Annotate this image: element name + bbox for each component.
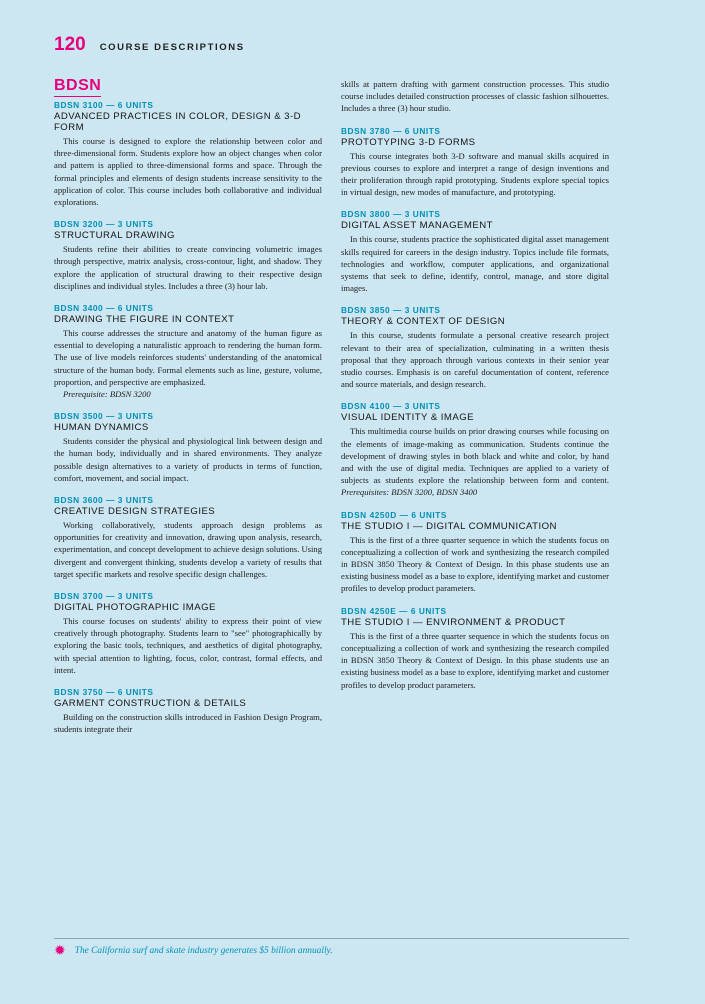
course-title: THE STUDIO I — DIGITAL COMMUNICATION — [341, 520, 557, 532]
course-title: ADVANCED PRACTICES IN COLOR, DESIGN & 3-D FORM — [54, 111, 301, 133]
course-code: BDSN 3800 — 3 UNITS — [341, 209, 441, 220]
course-title: GARMENT CONSTRUCTION & DETAILS — [54, 698, 247, 710]
course-entry — [341, 606, 609, 691]
course-description: This course integrates both 3-D software and manual skills acquired in previous courses to explore and interpret a range of design inventions and their proliferation through rapid prototyping. Students explore special topics in virtual design, new modes of manufacture, and prototyping. — [341, 150, 609, 198]
course-entry — [54, 591, 322, 676]
course-description: This course addresses the structure and anatomy of the human figure as essential to developing a naturalistic approach to rendering the human form. The use of live models reinforces students' understanding of the anatomical structure of the human body. Formal elements such as line, gesture, volume, proportion, and perspective are emphasized. — [54, 328, 322, 387]
course-prerequisite: Prerequisites: BDSN 3200, BDSN 3400 — [341, 487, 478, 498]
course-description: This course is designed to explore the relationship between color and three-dimensional form. Students explore how an object changes when color and pattern is applied to three-dimensional forms and space. Through the formal principles and elements of design students increase sensitivity to the application of color. This course includes both collaborative and individual explorations. — [54, 136, 322, 208]
left-column — [54, 100, 322, 736]
course-description: Students consider the physical and physiological link between design and the human body, individually and in shared environments. They analyze possible design alternatives to a variety of products in terms of function, comfort, movement, and social impact. — [54, 436, 322, 483]
footer — [54, 944, 654, 958]
course-description: Building on the construction skills introduced in Fashion Design Program, students integrate their — [54, 712, 322, 735]
course-description: In this course, students formulate a personal creative research project relevant to their area of specialization, culminating in a written thesis proposal that they approach through various contexts in their senior year studio courses. Emphasis is on careful documentation of content, reference and source materials, and design research. — [341, 330, 609, 390]
course-code: BDSN 3850 — 3 UNITS — [341, 305, 441, 316]
course-entry — [341, 209, 609, 294]
course-title: STRUCTURAL DRAWING — [54, 230, 175, 242]
course-title: VISUAL IDENTITY & IMAGE — [341, 412, 474, 424]
course-prerequisite: Prerequisite: BDSN 3200 — [63, 389, 151, 400]
course-entry — [54, 100, 322, 208]
course-entry — [341, 305, 609, 390]
page-header — [54, 34, 245, 56]
course-code: BDSN 4250D — 6 UNITS — [341, 509, 447, 520]
course-entry — [54, 411, 322, 484]
course-entry — [341, 510, 609, 595]
course-description — [341, 425, 609, 498]
course-entry — [341, 126, 609, 199]
course-description-text: This multimedia course builds on prior drawing courses while focusing on the elements of image-making as communication. Students continue the development of drawing styles in both black and white and color, by hand and with the use of digital media. Techniques are applied to a variety of subjects as students explore the relationship between form and content. — [341, 426, 609, 486]
course-entry — [54, 495, 322, 580]
course-code: BDSN 3600 — 3 UNITS — [54, 495, 154, 506]
course-code: BDSN 3750 — 6 UNITS — [54, 687, 154, 698]
course-code: BDSN 4100 — 3 UNITS — [341, 401, 441, 412]
course-description: This is the first of a three quarter sequence in which the students focus on conceptualizing a collection of work and synthesizing the research compiled in BDSN 3850 Theory & Context of Design. In this phase students use an existing business model as a base to explore, identifying market and customer profiles to develop product parameters. — [341, 534, 609, 594]
course-title: PROTOTYPING 3-D FORMS — [341, 136, 476, 148]
course-title: HUMAN DYNAMICS — [54, 422, 149, 434]
course-entry — [54, 687, 322, 735]
course-description: This course focuses on students' ability to express their point of view creatively through photography. Students learn to "see" photographically by exploring the basic tools, techniques, and aesthetics of digital photography, with special attention to lighting, focus, color, contrast, formal effects, and intent. — [54, 616, 322, 675]
footer-fact: The California surf and skate industry generates $5 billion annually. — [74, 946, 333, 956]
section-title: BDSN — [54, 78, 101, 97]
course-code: BDSN 4250E — 6 UNITS — [341, 605, 447, 616]
course-title: DIGITAL PHOTOGRAPHIC IMAGE — [54, 602, 216, 614]
page-header-title: COURSE DESCRIPTIONS — [99, 42, 245, 53]
course-description: In this course, students practice the sophisticated digital asset management skills required for careers in the design industry. Topics include file formats, technologies and workflow, computer applications, and organizational systems that seek to define, identify, control, manage, and store digital images. — [341, 234, 609, 294]
course-code: BDSN 3500 — 3 UNITS — [54, 411, 154, 422]
page-number: 120 — [54, 34, 86, 55]
course-code: BDSN 3700 — 3 UNITS — [54, 591, 154, 602]
continued-description: skills at pattern drafting with garment construction processes. This studio course includes detailed construction processes of classic fashion silhouettes. Includes a three (3) hour studio. — [341, 79, 609, 114]
course-code: BDSN 3780 — 6 UNITS — [341, 125, 441, 136]
course-code: BDSN 3200 — 3 UNITS — [54, 219, 154, 230]
course-description: Students refine their abilities to create convincing volumetric images through perspective, matrix analysis, cross-contour, light, and shadow. They explore the application of structural drawing to their respective design disciplines and individual styles. Includes a three (3) hour lab. — [54, 244, 322, 291]
course-entry — [54, 303, 322, 400]
course-title: DRAWING THE FIGURE IN CONTEXT — [54, 314, 235, 326]
course-title: CREATIVE DESIGN STRATEGIES — [54, 506, 216, 518]
course-code: BDSN 3100 — 6 UNITS — [54, 100, 154, 110]
course-title: DIGITAL ASSET MANAGEMENT — [341, 220, 493, 232]
course-entry — [54, 219, 322, 292]
course-title: THEORY & CONTEXT OF DESIGN — [341, 316, 506, 328]
course-entry — [341, 401, 609, 498]
course-code: BDSN 3400 — 6 UNITS — [54, 303, 154, 314]
star-icon: ✹ — [54, 942, 66, 958]
right-column — [341, 78, 609, 691]
course-description: This is the first of a three quarter sequence in which the students focus on conceptualizing a collection of work and synthesizing the research compiled in BDSN 3850 Theory & Context of Design. In this phase students use an existing business model as a base to explore, identifying market and customer profiles to develop product parameters. — [341, 630, 609, 690]
course-title: THE STUDIO I — ENVIRONMENT & PRODUCT — [341, 616, 566, 628]
footer-divider — [54, 938, 629, 939]
course-description: Working collaboratively, students approach design problems as opportunities for creativity and innovation, drawing upon analysis, research, experimentation, and concept development to achieve design solutions. Using divergent and convergent thinking, students develop a variety of results that target specific markets and resolve specific design challenges. — [54, 520, 322, 579]
